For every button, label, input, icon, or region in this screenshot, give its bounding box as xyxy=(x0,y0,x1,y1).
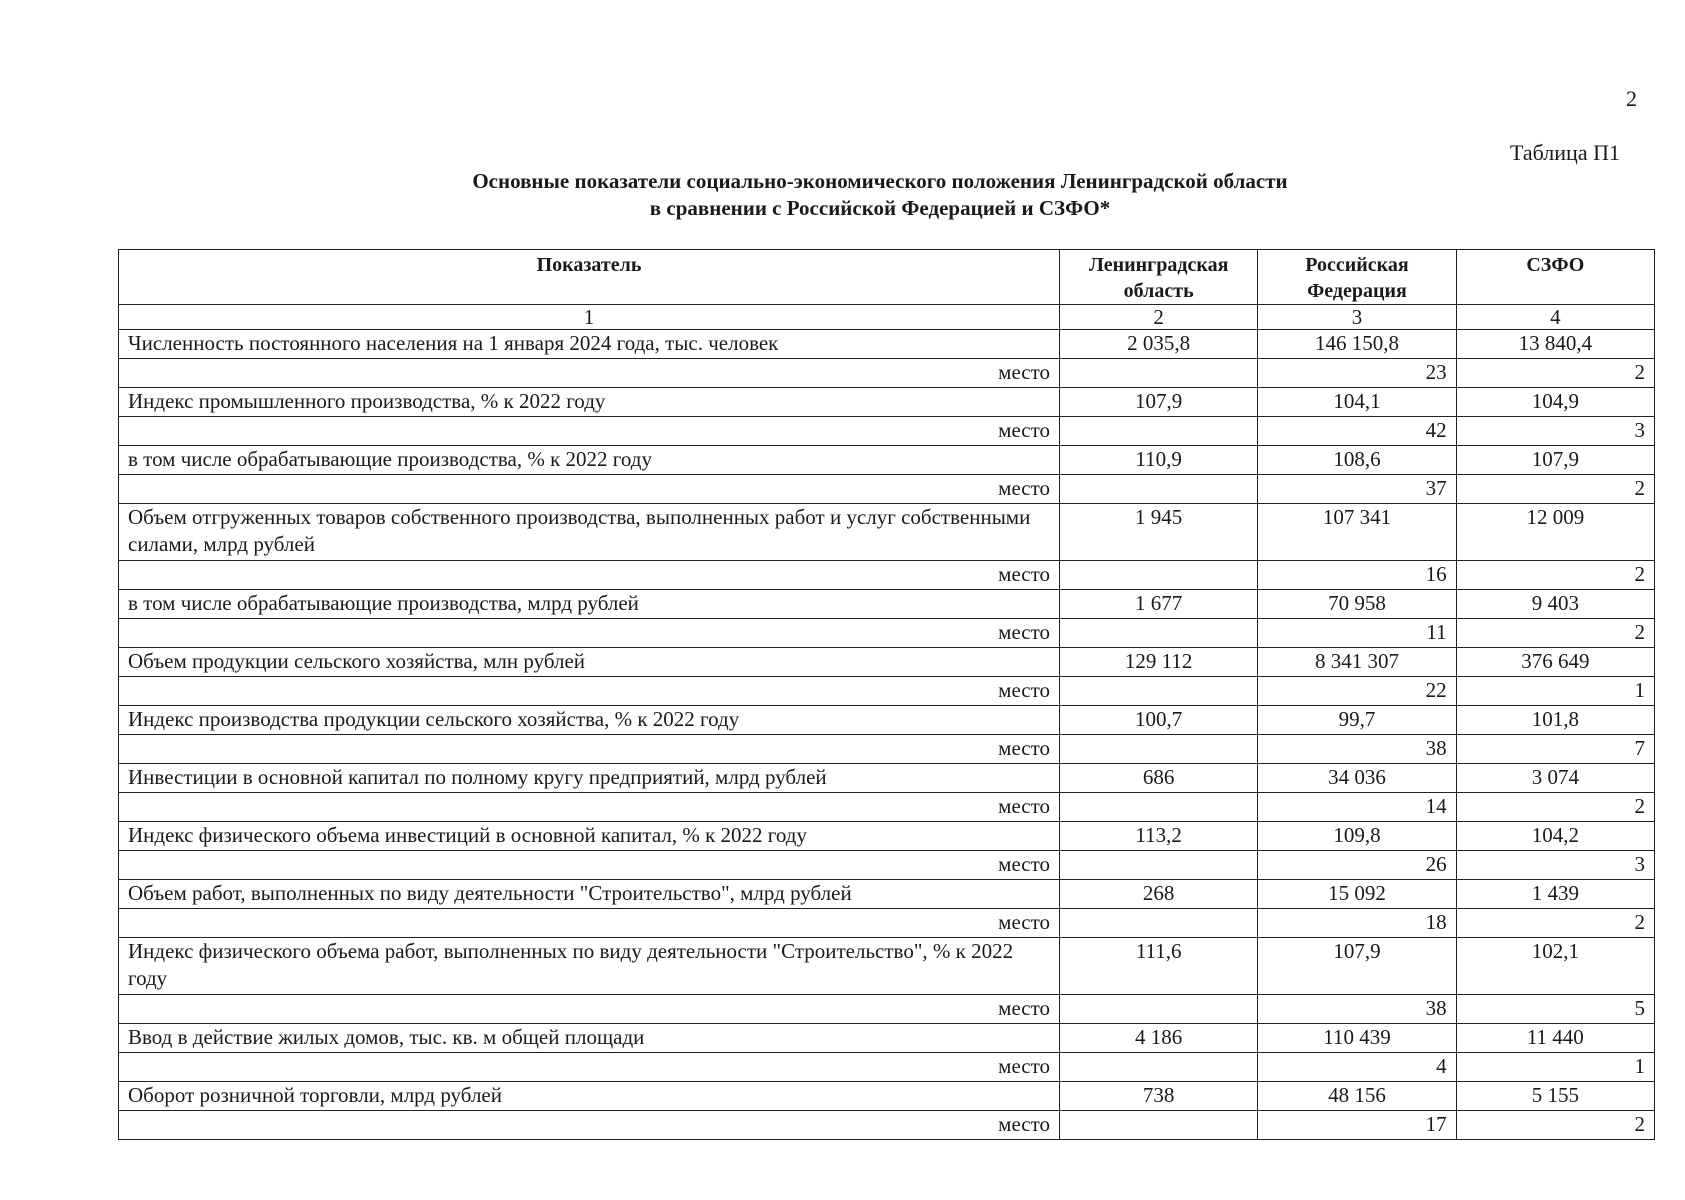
indicator-row xyxy=(119,388,1655,417)
value-russian-federation: 70 958 xyxy=(1258,590,1456,619)
rank-nwfd: 2 xyxy=(1456,909,1654,938)
rank-row xyxy=(119,475,1655,504)
value-nwfd: 101,8 xyxy=(1456,706,1654,735)
indicator-row xyxy=(119,648,1655,677)
indicator-name: Индекс физического объема работ, выполненных по виду деятельности "Строительство", % к 2022 году xyxy=(119,938,1060,995)
table-label: Таблица П1 xyxy=(1510,140,1620,165)
value-leningrad-region: 110,9 xyxy=(1060,446,1258,475)
rank-row xyxy=(119,1053,1655,1082)
value-nwfd: 102,1 xyxy=(1456,938,1654,995)
indicator-name: Ввод в действие жилых домов, тыс. кв. м общей площади xyxy=(119,1024,1060,1053)
rank-blank xyxy=(1060,851,1258,880)
indicator-row xyxy=(119,706,1655,735)
rank-label: место xyxy=(119,1111,1060,1140)
column-number: 2 xyxy=(1060,305,1258,330)
rank-blank xyxy=(1060,1053,1258,1082)
value-nwfd: 1 439 xyxy=(1456,880,1654,909)
rank-nwfd: 2 xyxy=(1456,1111,1654,1140)
value-russian-federation: 34 036 xyxy=(1258,764,1456,793)
value-leningrad-region: 686 xyxy=(1060,764,1258,793)
rank-nwfd: 2 xyxy=(1456,793,1654,822)
rank-russian-federation: 23 xyxy=(1258,359,1456,388)
header-leningrad-region: Ленинградская область xyxy=(1060,250,1258,305)
rank-russian-federation: 14 xyxy=(1258,793,1456,822)
value-leningrad-region: 113,2 xyxy=(1060,822,1258,851)
rank-nwfd: 1 xyxy=(1456,677,1654,706)
value-leningrad-region: 1 677 xyxy=(1060,590,1258,619)
rank-row xyxy=(119,677,1655,706)
header-indicator: Показатель xyxy=(119,250,1060,305)
rank-blank xyxy=(1060,619,1258,648)
rank-row xyxy=(119,793,1655,822)
page-number: 2 xyxy=(1626,86,1637,111)
rank-row xyxy=(119,995,1655,1024)
rank-russian-federation: 37 xyxy=(1258,475,1456,504)
column-number-row xyxy=(119,305,1655,330)
rank-row xyxy=(119,619,1655,648)
rank-nwfd: 2 xyxy=(1456,619,1654,648)
rank-label: место xyxy=(119,417,1060,446)
indicator-row xyxy=(119,590,1655,619)
rank-russian-federation: 16 xyxy=(1258,561,1456,590)
header-nwfd: СЗФО xyxy=(1456,250,1654,305)
value-russian-federation: 109,8 xyxy=(1258,822,1456,851)
rank-russian-federation: 38 xyxy=(1258,735,1456,764)
value-russian-federation: 108,6 xyxy=(1258,446,1456,475)
rank-label: место xyxy=(119,475,1060,504)
indicator-name: Инвестиции в основной капитал по полному кругу предприятий, млрд рублей xyxy=(119,764,1060,793)
document-title xyxy=(0,168,1685,222)
rank-blank xyxy=(1060,561,1258,590)
rank-nwfd: 7 xyxy=(1456,735,1654,764)
title-line-1: Основные показатели социально-экономического положения Ленинградской области xyxy=(472,169,1288,193)
value-leningrad-region: 107,9 xyxy=(1060,388,1258,417)
rank-label: место xyxy=(119,677,1060,706)
indicators-table xyxy=(118,249,1655,1140)
indicator-name: Индекс физического объема инвестиций в основной капитал, % к 2022 году xyxy=(119,822,1060,851)
value-nwfd: 104,2 xyxy=(1456,822,1654,851)
rank-label: место xyxy=(119,851,1060,880)
value-leningrad-region: 2 035,8 xyxy=(1060,330,1258,359)
rank-label: место xyxy=(119,735,1060,764)
rank-blank xyxy=(1060,793,1258,822)
value-leningrad-region: 129 112 xyxy=(1060,648,1258,677)
rank-nwfd: 2 xyxy=(1456,561,1654,590)
value-russian-federation: 48 156 xyxy=(1258,1082,1456,1111)
rank-row xyxy=(119,359,1655,388)
rank-row xyxy=(119,735,1655,764)
value-leningrad-region: 100,7 xyxy=(1060,706,1258,735)
rank-row xyxy=(119,561,1655,590)
rank-blank xyxy=(1060,677,1258,706)
value-nwfd: 3 074 xyxy=(1456,764,1654,793)
rank-blank xyxy=(1060,417,1258,446)
value-leningrad-region: 1 945 xyxy=(1060,504,1258,561)
rank-russian-federation: 4 xyxy=(1258,1053,1456,1082)
rank-label: место xyxy=(119,995,1060,1024)
rank-blank xyxy=(1060,1111,1258,1140)
indicator-name: в том числе обрабатывающие производства, % к 2022 году xyxy=(119,446,1060,475)
value-russian-federation: 8 341 307 xyxy=(1258,648,1456,677)
indicator-row xyxy=(119,504,1655,561)
rank-nwfd: 1 xyxy=(1456,1053,1654,1082)
rank-blank xyxy=(1060,735,1258,764)
indicator-name: Объем продукции сельского хозяйства, млн рублей xyxy=(119,648,1060,677)
indicator-row xyxy=(119,446,1655,475)
rank-nwfd: 2 xyxy=(1456,475,1654,504)
indicator-name: Индекс производства продукции сельского хозяйства, % к 2022 году xyxy=(119,706,1060,735)
rank-label: место xyxy=(119,359,1060,388)
header-row xyxy=(119,250,1655,305)
rank-label: место xyxy=(119,909,1060,938)
rank-nwfd: 3 xyxy=(1456,417,1654,446)
value-russian-federation: 107 341 xyxy=(1258,504,1456,561)
header-russian-federation: Российская Федерация xyxy=(1258,250,1456,305)
rank-russian-federation: 42 xyxy=(1258,417,1456,446)
rank-nwfd: 5 xyxy=(1456,995,1654,1024)
indicator-name: Индекс промышленного производства, % к 2022 году xyxy=(119,388,1060,417)
value-nwfd: 13 840,4 xyxy=(1456,330,1654,359)
rank-label: место xyxy=(119,1053,1060,1082)
value-leningrad-region: 4 186 xyxy=(1060,1024,1258,1053)
value-russian-federation: 107,9 xyxy=(1258,938,1456,995)
value-nwfd: 376 649 xyxy=(1456,648,1654,677)
value-nwfd: 107,9 xyxy=(1456,446,1654,475)
rank-label: место xyxy=(119,793,1060,822)
value-nwfd: 5 155 xyxy=(1456,1082,1654,1111)
rank-label: место xyxy=(119,619,1060,648)
value-russian-federation: 110 439 xyxy=(1258,1024,1456,1053)
rank-blank xyxy=(1060,909,1258,938)
rank-blank xyxy=(1060,359,1258,388)
value-leningrad-region: 738 xyxy=(1060,1082,1258,1111)
rank-russian-federation: 38 xyxy=(1258,995,1456,1024)
title-line-2: в сравнении с Российской Федерацией и СЗФО* xyxy=(649,196,1111,220)
indicator-row xyxy=(119,1082,1655,1111)
indicator-name: Оборот розничной торговли, млрд рублей xyxy=(119,1082,1060,1111)
column-number: 1 xyxy=(119,305,1060,330)
rank-blank xyxy=(1060,475,1258,504)
rank-nwfd: 2 xyxy=(1456,359,1654,388)
rank-russian-federation: 26 xyxy=(1258,851,1456,880)
column-number: 3 xyxy=(1258,305,1456,330)
rank-row xyxy=(119,851,1655,880)
value-russian-federation: 99,7 xyxy=(1258,706,1456,735)
value-russian-federation: 15 092 xyxy=(1258,880,1456,909)
value-nwfd: 11 440 xyxy=(1456,1024,1654,1053)
rank-label: место xyxy=(119,561,1060,590)
value-nwfd: 9 403 xyxy=(1456,590,1654,619)
rank-russian-federation: 17 xyxy=(1258,1111,1456,1140)
indicator-row xyxy=(119,822,1655,851)
indicator-row xyxy=(119,764,1655,793)
rank-row xyxy=(119,909,1655,938)
rank-row xyxy=(119,417,1655,446)
value-nwfd: 104,9 xyxy=(1456,388,1654,417)
value-russian-federation: 146 150,8 xyxy=(1258,330,1456,359)
table-body xyxy=(119,330,1655,1140)
value-leningrad-region: 111,6 xyxy=(1060,938,1258,995)
indicator-name: Объем отгруженных товаров собственного производства, выполненных работ и услуг собственными силами, млрд рублей xyxy=(119,504,1060,561)
indicator-name: Численность постоянного населения на 1 января 2024 года, тыс. человек xyxy=(119,330,1060,359)
indicator-name: Объем работ, выполненных по виду деятельности "Строительство", млрд рублей xyxy=(119,880,1060,909)
value-nwfd: 12 009 xyxy=(1456,504,1654,561)
rank-row xyxy=(119,1111,1655,1140)
indicator-row xyxy=(119,938,1655,995)
rank-russian-federation: 22 xyxy=(1258,677,1456,706)
rank-nwfd: 3 xyxy=(1456,851,1654,880)
value-russian-federation: 104,1 xyxy=(1258,388,1456,417)
indicator-name: в том числе обрабатывающие производства, млрд рублей xyxy=(119,590,1060,619)
indicator-row xyxy=(119,880,1655,909)
column-number: 4 xyxy=(1456,305,1654,330)
indicator-row xyxy=(119,330,1655,359)
value-leningrad-region: 268 xyxy=(1060,880,1258,909)
rank-russian-federation: 11 xyxy=(1258,619,1456,648)
indicator-row xyxy=(119,1024,1655,1053)
rank-blank xyxy=(1060,995,1258,1024)
rank-russian-federation: 18 xyxy=(1258,909,1456,938)
